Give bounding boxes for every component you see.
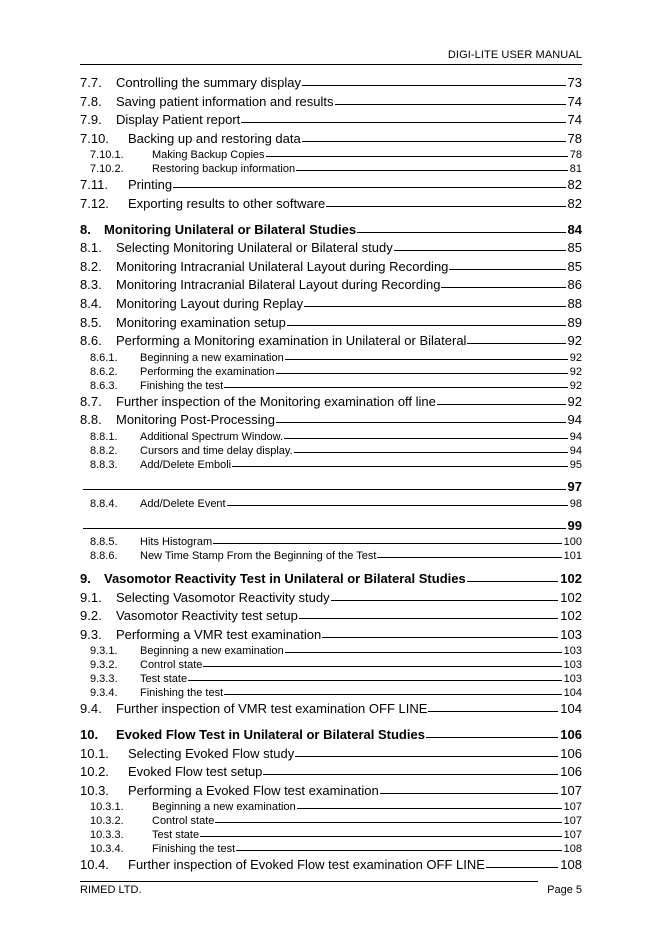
toc-leader-line (380, 793, 559, 794)
toc-leader-line (295, 756, 558, 757)
toc-entry-title: Display Patient report (116, 112, 241, 128)
toc-entry-page: 104 (563, 687, 582, 700)
toc-entry-page: 92 (567, 333, 582, 349)
toc-entry-page: 85 (567, 240, 582, 256)
toc-entry-number: 9.2. (80, 608, 102, 624)
toc-leader-line (441, 287, 565, 288)
toc-entry-page: 97 (567, 478, 582, 494)
toc-entry-page: 92 (567, 393, 582, 409)
toc-leader-line (213, 543, 562, 544)
toc-entry[interactable] (80, 431, 582, 445)
toc-entry-title: Selecting Evoked Flow study (128, 745, 295, 761)
toc-entry-number: 8.8.3. (90, 458, 118, 471)
toc-entry-number: 10.3.2. (90, 815, 124, 828)
toc-entry-page: 106 (560, 764, 582, 780)
toc-entry-title: Selecting Monitoring Unilateral or Bilateral study (116, 240, 393, 256)
toc-leader-line (357, 232, 565, 233)
toc-entry-title: Beginning a new examination (140, 351, 284, 364)
toc-leader-line (302, 85, 566, 86)
toc-entry-number: 8.7. (80, 393, 102, 409)
toc-entry-number: 9.3.3. (90, 673, 118, 686)
toc-entry[interactable] (80, 333, 582, 352)
toc-entry-title: Monitoring Unilateral or Bilateral Studies (104, 221, 357, 237)
toc-entry-page: 92 (569, 365, 582, 378)
footer-page-number: Page 5 (547, 884, 582, 896)
toc-leader-line (377, 557, 561, 558)
toc-entry-number: 10.2. (80, 764, 109, 780)
toc-entry-title: Monitoring Post-Processing (116, 412, 275, 428)
toc-entry[interactable] (80, 829, 582, 843)
toc-leader-line (296, 170, 568, 171)
toc-entry-title: Finishing the test (140, 687, 224, 700)
toc-entry-number: 8.6.2. (90, 365, 118, 378)
toc-entry-title: Monitoring Layout during Replay (116, 295, 304, 311)
toc-leader-line (299, 618, 558, 619)
toc-entry-number: 7.10.2. (90, 163, 124, 176)
toc-entry-title: Control state (152, 815, 215, 828)
toc-leader-line (173, 187, 565, 188)
toc-leader-line (304, 306, 565, 307)
toc-entry-number: 9.3.4. (90, 687, 118, 700)
toc-entry[interactable] (80, 801, 582, 815)
toc-entry[interactable] (80, 149, 582, 163)
toc-entry-title: Control state (140, 659, 203, 672)
toc-leader-line (276, 422, 566, 423)
toc-entry-page: 107 (560, 782, 582, 798)
toc-leader-line (467, 581, 559, 582)
toc-entry-title: Performing a Monitoring examination in Unilateral or Bilateral (116, 333, 467, 349)
toc-entry-page: 106 (560, 745, 582, 761)
toc-entry-title: Saving patient information and results (116, 93, 334, 109)
toc-entry-page: 108 (563, 843, 582, 856)
toc-entry-title: Additional Spectrum Window. (140, 430, 284, 443)
toc-leader-line (232, 466, 568, 467)
toc-entry-page: 78 (569, 149, 582, 162)
toc-entry-number: 9.4. (80, 701, 102, 717)
toc-entry-page: 82 (567, 177, 582, 193)
toc-entry[interactable] (80, 645, 582, 659)
toc-entry-page: 86 (567, 277, 582, 293)
toc-entry-number: 8.8. (80, 412, 102, 428)
toc-entry[interactable] (80, 857, 582, 876)
toc-entry-number: 8. (80, 221, 91, 237)
toc-entry[interactable] (80, 550, 582, 564)
toc-entry-number: 10.3.4. (90, 843, 124, 856)
toc-entry-number: 8.6.1. (90, 351, 118, 364)
toc-entry-number: 7.7. (80, 75, 102, 90)
toc-entry-page: 84 (567, 221, 582, 237)
manual-title: DIGI-LITE USER MANUAL (447, 49, 582, 61)
toc-entry[interactable] (80, 75, 582, 94)
header-divider (80, 64, 582, 65)
toc-entry-number: 8.8.1. (90, 430, 118, 443)
toc-entry-page: 102 (560, 571, 582, 587)
toc-entry[interactable] (80, 815, 582, 829)
toc-entry-page: 99 (567, 517, 582, 533)
toc-leader-line (331, 600, 559, 601)
toc-entry[interactable] (80, 783, 582, 802)
toc-entry-title: Printing (128, 177, 173, 193)
toc-leader-line (83, 528, 566, 529)
toc-entry-number: 9.3. (80, 626, 102, 642)
toc-entry-page: 81 (569, 163, 582, 176)
toc-entry-page: 85 (567, 258, 582, 274)
toc-entry-title: Further inspection of Evoked Flow test examination OFF LINE (128, 857, 485, 873)
toc-leader-line (285, 652, 562, 653)
toc-entry-number: 8.8.2. (90, 444, 118, 457)
toc-entry-page: 101 (563, 550, 582, 563)
toc-entry[interactable] (80, 222, 582, 241)
toc-entry[interactable] (80, 673, 582, 687)
table-of-contents (80, 75, 582, 876)
toc-leader-line (302, 141, 566, 142)
toc-entry-number: 7.10.1. (90, 149, 124, 162)
toc-entry[interactable] (80, 727, 582, 746)
footer-company: RIMED LTD. (80, 884, 142, 896)
toc-entry-number: 8.4. (80, 295, 102, 311)
toc-entry-page: 107 (563, 829, 582, 842)
toc-entry-page: 100 (563, 536, 582, 549)
toc-entry-title: Backing up and restoring data (128, 130, 301, 146)
toc-entry-number: 7.10. (80, 130, 109, 146)
toc-leader-line (215, 822, 561, 823)
toc-entry[interactable] (80, 445, 582, 459)
toc-entry-title: Evoked Flow test setup (128, 764, 263, 780)
toc-entry-title: Restoring backup information (152, 163, 296, 176)
toc-entry-title: Vasomotor Reactivity Test in Unilateral or Bilateral Studies (104, 571, 466, 587)
toc-leader-line (188, 680, 562, 681)
toc-entry-title: Performing the examination (140, 365, 275, 378)
toc-entry-page: 73 (567, 75, 582, 90)
toc-entry-title: Monitoring Intracranial Bilateral Layout during Recording (116, 277, 441, 293)
toc-entry-page: 102 (560, 589, 582, 605)
toc-leader-line (426, 737, 558, 738)
toc-leader-line (241, 122, 565, 123)
toc-entry[interactable] (80, 259, 582, 278)
toc-entry-title: Add/Delete Event (140, 497, 226, 510)
toc-entry-title: Finishing the test (152, 843, 236, 856)
toc-entry[interactable] (80, 459, 582, 473)
toc-entry[interactable] (80, 277, 582, 296)
toc-leader-line (263, 774, 558, 775)
toc-leader-line (203, 666, 561, 667)
toc-entry[interactable] (80, 163, 582, 177)
toc-entry[interactable] (80, 608, 582, 627)
toc-leader-line (428, 711, 558, 712)
toc-leader-line (449, 269, 565, 270)
toc-entry[interactable] (80, 627, 582, 646)
toc-entry-page: 89 (567, 314, 582, 330)
toc-entry[interactable] (80, 131, 582, 150)
toc-entry-number: 10.1. (80, 745, 109, 761)
toc-entry-title: Further inspection of the Monitoring examination off line (116, 393, 436, 409)
toc-entry-page: 78 (567, 130, 582, 146)
toc-entry-number: 8.3. (80, 277, 102, 293)
toc-leader-line (224, 694, 561, 695)
toc-entry-title: Test state (140, 673, 188, 686)
toc-entry-page: 82 (567, 195, 582, 211)
toc-entry-title: Monitoring Intracranial Unilateral Layout during Recording (116, 258, 449, 274)
toc-entry[interactable] (80, 701, 582, 720)
toc-leader-line (285, 359, 568, 360)
toc-leader-line (83, 489, 566, 490)
toc-entry-title: Exporting results to other software (128, 195, 326, 211)
toc-entry[interactable] (80, 394, 582, 413)
toc-entry[interactable] (80, 659, 582, 673)
toc-entry-page: 95 (569, 458, 582, 471)
toc-entry-page: 92 (569, 379, 582, 392)
toc-entry[interactable] (80, 177, 582, 196)
toc-entry-page: 107 (563, 815, 582, 828)
toc-entry[interactable] (80, 571, 582, 590)
toc-entry[interactable] (80, 94, 582, 113)
toc-entry[interactable] (80, 498, 582, 512)
toc-entry-title: Selecting Vasomotor Reactivity study (116, 589, 330, 605)
toc-entry-number: 10.4. (80, 857, 109, 873)
toc-entry[interactable] (80, 240, 582, 259)
toc-leader-line (284, 438, 568, 439)
toc-entry-page: 98 (569, 497, 582, 510)
toc-entry-title: Add/Delete Emboli (140, 458, 232, 471)
toc-leader-line (335, 104, 566, 105)
toc-entry[interactable] (80, 315, 582, 334)
toc-entry-page: 104 (560, 701, 582, 717)
toc-leader-line (276, 373, 568, 374)
toc-leader-line (297, 808, 562, 809)
toc-entry[interactable] (80, 112, 582, 131)
toc-entry-title: Vasomotor Reactivity test setup (116, 608, 298, 624)
toc-leader-line (294, 452, 568, 453)
toc-entry-number: 8.8.5. (90, 536, 118, 549)
toc-entry-number: 9.1. (80, 589, 102, 605)
toc-leader-line (326, 206, 565, 207)
toc-entry-number: 10.3. (80, 782, 109, 798)
toc-entry-title: New Time Stamp From the Beginning of the Test (140, 550, 377, 563)
toc-entry-page: 88 (567, 295, 582, 311)
toc-leader-line (437, 404, 566, 405)
toc-entry[interactable] (80, 518, 582, 537)
toc-entry-title: Performing a Evoked Flow test examination (128, 782, 379, 798)
toc-entry-number: 7.12. (80, 195, 109, 211)
toc-entry[interactable] (80, 412, 582, 431)
toc-leader-line (200, 836, 562, 837)
toc-leader-line (236, 850, 561, 851)
toc-entry-title: Test state (152, 829, 200, 842)
toc-leader-line (287, 325, 566, 326)
toc-entry-title: Further inspection of VMR test examination OFF LINE (116, 701, 428, 717)
toc-entry-title: Making Backup Copies (152, 149, 265, 162)
toc-entry-number: 7.11. (80, 177, 108, 193)
toc-entry-number: 7.8. (80, 93, 102, 109)
toc-entry-page: 108 (560, 857, 582, 873)
toc-entry-page: 103 (563, 645, 582, 658)
toc-entry-page: 92 (569, 351, 582, 364)
toc-entry[interactable] (80, 366, 582, 380)
toc-entry-number: 8.2. (80, 258, 102, 274)
toc-entry[interactable] (80, 843, 582, 857)
toc-entry-title: Monitoring examination setup (116, 314, 286, 330)
toc-entry-number: 8.6. (80, 333, 102, 349)
toc-leader-line (227, 505, 568, 506)
toc-entry-title: Controlling the summary display (116, 75, 301, 90)
toc-entry[interactable] (80, 196, 582, 215)
toc-entry-page: 107 (563, 801, 582, 814)
toc-entry-number: 8.8.6. (90, 550, 118, 563)
toc-entry-page: 106 (560, 727, 582, 743)
toc-entry-number: 10.3.1. (90, 801, 124, 814)
toc-entry-page: 102 (560, 608, 582, 624)
toc-entry-title: Beginning a new examination (152, 801, 296, 814)
toc-entry-number: 8.5. (80, 314, 102, 330)
toc-entry-title: Finishing the test (140, 379, 224, 392)
toc-leader-line (486, 867, 558, 868)
toc-entry-number: 7.9. (80, 112, 102, 128)
toc-entry-title: Hits Histogram (140, 536, 213, 549)
toc-entry-page: 94 (569, 430, 582, 443)
toc-entry-number: 9. (80, 571, 91, 587)
toc-entry[interactable] (80, 352, 582, 366)
toc-entry-number: 8.8.4. (90, 497, 118, 510)
toc-leader-line (322, 637, 558, 638)
toc-entry-page: 94 (567, 412, 582, 428)
toc-entry-title: Cursors and time delay display. (140, 444, 293, 457)
toc-entry[interactable] (80, 296, 582, 315)
toc-leader-line (394, 250, 566, 251)
toc-entry-page: 74 (567, 93, 582, 109)
toc-entry-page: 103 (563, 673, 582, 686)
toc-entry-number: 10.3.3. (90, 829, 124, 842)
toc-entry-number: 10. (80, 727, 99, 743)
toc-entry[interactable] (80, 590, 582, 609)
toc-entry-number: 8.6.3. (90, 379, 118, 392)
toc-entry-page: 94 (569, 444, 582, 457)
toc-entry-title: Performing a VMR test examination (116, 626, 322, 642)
toc-entry[interactable] (80, 764, 582, 783)
toc-entry-page: 103 (560, 626, 582, 642)
toc-leader-line (266, 156, 568, 157)
footer-divider (80, 881, 538, 882)
toc-entry[interactable] (80, 479, 582, 498)
toc-entry-number: 8.1. (80, 240, 102, 256)
toc-leader-line (224, 387, 568, 388)
toc-entry[interactable] (80, 687, 582, 701)
toc-entry[interactable] (80, 746, 582, 765)
toc-entry-number: 9.3.2. (90, 659, 118, 672)
toc-entry[interactable] (80, 536, 582, 550)
toc-entry-page: 103 (563, 659, 582, 672)
toc-entry[interactable] (80, 380, 582, 394)
toc-entry-title: Evoked Flow Test in Unilateral or Bilateral Studies (116, 727, 425, 743)
toc-leader-line (467, 343, 565, 344)
toc-entry-page: 74 (567, 112, 582, 128)
toc-entry-number: 9.3.1. (90, 645, 118, 658)
toc-entry-title: Beginning a new examination (140, 645, 284, 658)
